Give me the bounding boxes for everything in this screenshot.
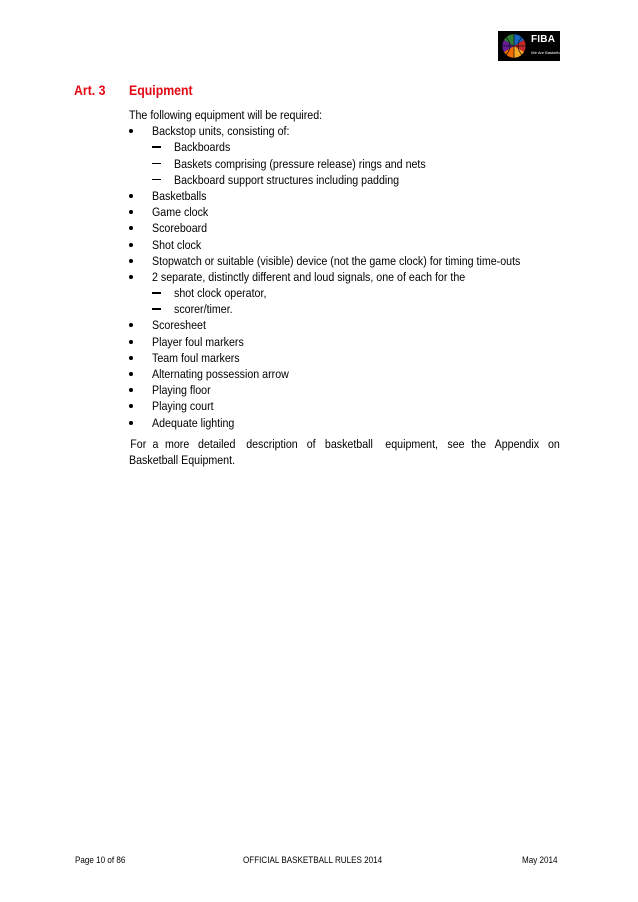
footer-title-text: OFFICIAL BASKETBALL RULES 2014	[243, 855, 383, 865]
footer-date	[522, 855, 562, 865]
article-body	[129, 107, 561, 468]
list-item	[129, 204, 561, 220]
logo-tagline: We Are Basketball	[531, 50, 564, 55]
bullet-icon	[129, 356, 133, 360]
list-item-text: Backboard support structures including padding	[174, 172, 400, 187]
bullet-icon	[129, 210, 133, 214]
equipment-list	[129, 123, 561, 431]
list-item	[129, 269, 561, 285]
closing-word: more	[164, 436, 189, 451]
list-item	[129, 220, 561, 236]
footer-date-text: May 2014	[522, 855, 558, 865]
sub-list-item	[129, 301, 561, 317]
closing-word: see	[447, 436, 465, 451]
closing-word: For	[130, 436, 147, 451]
intro-line	[129, 107, 561, 123]
bullet-icon	[129, 275, 133, 279]
list-item-text: Game clock	[152, 205, 209, 220]
closing-word: description	[246, 436, 299, 451]
sub-list-item	[129, 172, 561, 188]
bullet-icon	[129, 323, 133, 327]
closing-line-1	[129, 436, 561, 452]
dash-icon	[152, 163, 161, 165]
list-item	[129, 253, 561, 269]
list-item-text: shot clock operator,	[174, 286, 267, 301]
closing-word: Appendix	[494, 436, 540, 451]
list-item-text: Playing court	[152, 399, 214, 414]
bullet-icon	[129, 404, 133, 408]
intro-text: The following equipment will be required:	[129, 108, 323, 122]
closing-line-2	[129, 452, 561, 468]
list-item	[129, 334, 561, 350]
list-item-text: 2 separate, distinctly different and loud signals, one of each for the	[152, 269, 466, 284]
list-item-text: Scoresheet	[152, 318, 206, 333]
list-item-text: Backboards	[174, 140, 231, 155]
list-item-text: Backstop units, consisting of:	[152, 124, 290, 139]
list-item-text: Basketballs	[152, 188, 207, 203]
logo-wordmark: FIBA	[531, 34, 556, 45]
bullet-icon	[129, 243, 133, 247]
dash-icon	[152, 146, 161, 148]
list-item	[129, 382, 561, 398]
closing-word: of	[307, 436, 316, 451]
footer-page-number	[75, 855, 132, 865]
dash-icon	[152, 292, 161, 294]
footer-page-text: Page 10 of 86	[75, 855, 126, 865]
article-number: Art. 3	[74, 82, 106, 98]
bullet-icon	[129, 129, 133, 133]
list-item	[129, 237, 561, 253]
closing-text: Basketball Equipment.	[129, 452, 236, 467]
dash-icon	[152, 308, 161, 310]
list-item-text: Adequate lighting	[152, 415, 235, 430]
closing-word: detailed	[197, 436, 236, 451]
list-item	[129, 398, 561, 414]
bullet-icon	[129, 372, 133, 376]
article-title: Equipment	[129, 82, 193, 98]
sub-list-item	[129, 139, 561, 155]
closing-paragraph	[129, 436, 561, 468]
list-item-text: Alternating possession arrow	[152, 367, 289, 381]
list-item	[129, 366, 561, 382]
list-item-text: Scoreboard	[152, 221, 208, 236]
list-item-text: scorer/timer.	[174, 302, 233, 317]
bullet-icon	[129, 340, 133, 344]
list-item	[129, 415, 561, 431]
bullet-icon	[129, 194, 133, 198]
list-item-text: Stopwatch or suitable (visible) device (not the game clock) for timing time-outs	[152, 253, 521, 268]
list-item-text: Team foul markers	[152, 350, 240, 365]
dash-icon	[152, 179, 161, 181]
list-item-text: Baskets comprising (pressure release) rings and nets	[174, 156, 426, 171]
list-item-text: Player foul markers	[152, 334, 244, 349]
sub-list-item	[129, 285, 561, 301]
footer-document-title	[243, 855, 401, 865]
sub-list-item	[129, 156, 561, 172]
closing-word: the	[471, 436, 487, 451]
bullet-icon	[129, 388, 133, 392]
list-item-text: Shot clock	[152, 237, 202, 252]
list-item	[129, 188, 561, 204]
list-item	[129, 123, 561, 139]
list-item-text: Playing floor	[152, 383, 211, 398]
bullet-icon	[129, 421, 133, 425]
list-item	[129, 350, 561, 366]
list-item	[129, 317, 561, 333]
fiba-logo	[498, 31, 564, 61]
bullet-icon	[129, 259, 133, 263]
bullet-icon	[129, 226, 133, 230]
closing-word: on	[548, 436, 560, 451]
closing-word: equipment,	[384, 436, 438, 451]
closing-word: a	[152, 436, 159, 451]
closing-word: basketball	[324, 436, 373, 451]
